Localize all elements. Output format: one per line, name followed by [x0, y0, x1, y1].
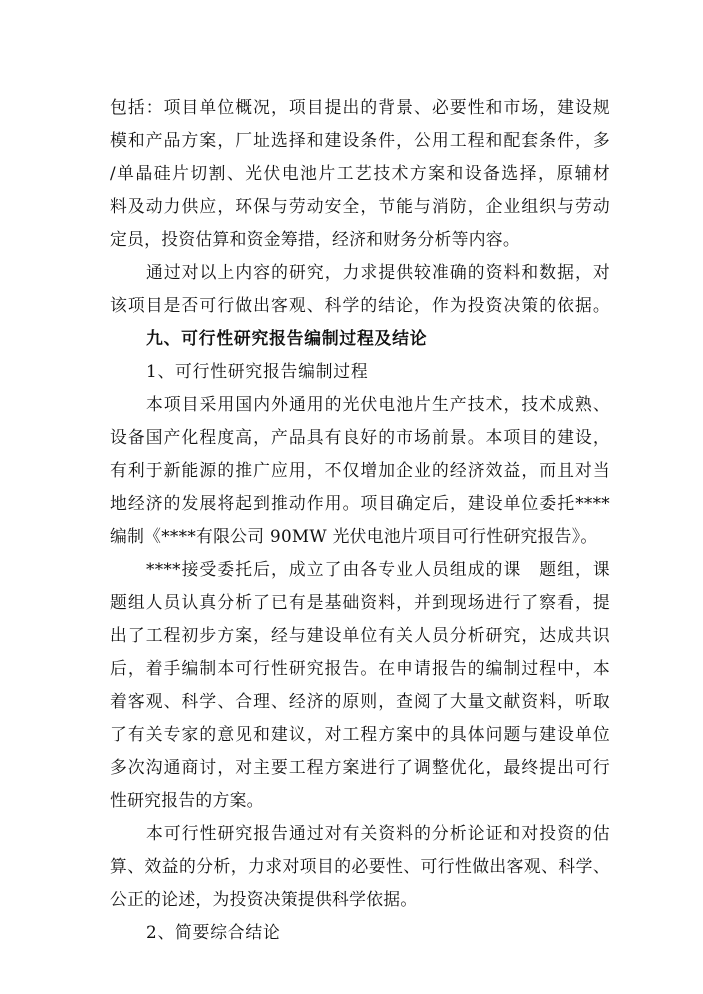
section-heading: 九、可行性研究报告编制过程及结论 [146, 328, 428, 348]
paragraph-4-line-4: 后，着手编制本可行性研究报告。在申请报告的编制过程中，本 [110, 658, 610, 678]
paragraph-3-line-1: 本项目采用国内外通用的光伏电池片生产技术，技术成熟、 [146, 394, 610, 414]
paragraph-3-line-4: 地经济的发展将起到推动作用。项目确定后，建设单位委托**** [110, 493, 610, 513]
subsection-heading-2: 2、简要综合结论 [146, 922, 281, 942]
paragraph-4-line-8: 性研究报告的方案。 [110, 790, 264, 810]
paragraph-4-line-1: ****接受委托后，成立了由各专业人员组成的课 题组，课 [146, 559, 610, 579]
paragraph-4-line-2: 题组人员认真分析了已有是基础资料，并到现场进行了察看，提 [110, 592, 610, 612]
paragraph-1-line-5: 定员，投资估算和资金筹措，经济和财务分析等内容。 [110, 229, 520, 249]
paragraph-2-line-1: 通过对以上内容的研究，力求提供较准确的资料和数据，对 [146, 262, 610, 282]
paragraph-1-line-4: 料及动力供应，环保与劳动安全，节能与消防，企业组织与劳动 [110, 196, 610, 216]
paragraph-5-line-3: 公正的论述，为投资决策提供科学依据。 [110, 889, 418, 909]
paragraph-3-line-3: 有利于新能源的推广应用，不仅增加企业的经济效益，而且对当 [110, 460, 610, 480]
paragraph-4-line-3: 出了工程初步方案，经与建设单位有关人员分析研究，达成共识 [110, 625, 610, 645]
paragraph-5-line-2: 算、效益的分析，力求对项目的必要性、可行性做出客观、科学、 [110, 856, 610, 876]
paragraph-2-line-2: 该项目是否可行做出客观、科学的结论，作为投资决策的依据。 [110, 295, 610, 315]
paragraph-4-line-7: 多次沟通商讨，对主要工程方案进行了调整优化，最终提出可行 [110, 757, 610, 777]
paragraph-1-line-2: 模和产品方案，厂址选择和建设条件，公用工程和配套条件，多 [110, 130, 610, 150]
paragraph-3-line-5: 编制《****有限公司 90MW 光伏电池片项目可行性研究报告》。 [110, 526, 598, 546]
paragraph-4-line-5: 着客观、科学、合理、经济的原则，查阅了大量文献资料，听取 [110, 691, 610, 711]
subsection-heading-1: 1、可行性研究报告编制过程 [146, 361, 369, 381]
paragraph-5-line-1: 本可行性研究报告通过对有关资料的分析论证和对投资的估 [146, 823, 610, 843]
paragraph-1-line-3: /单晶硅片切割、光伏电池片工艺技术方案和设备选择，原辅材 [110, 163, 610, 183]
paragraph-4-line-6: 了有关专家的意见和建议，对工程方案中的具体问题与建设单位 [110, 724, 610, 744]
paragraph-1-line-1: 包括：项目单位概况，项目提出的背景、必要性和市场，建设规 [110, 97, 610, 117]
paragraph-3-line-2: 设备国产化程度高，产品具有良好的市场前景。本项目的建设， [110, 427, 610, 447]
